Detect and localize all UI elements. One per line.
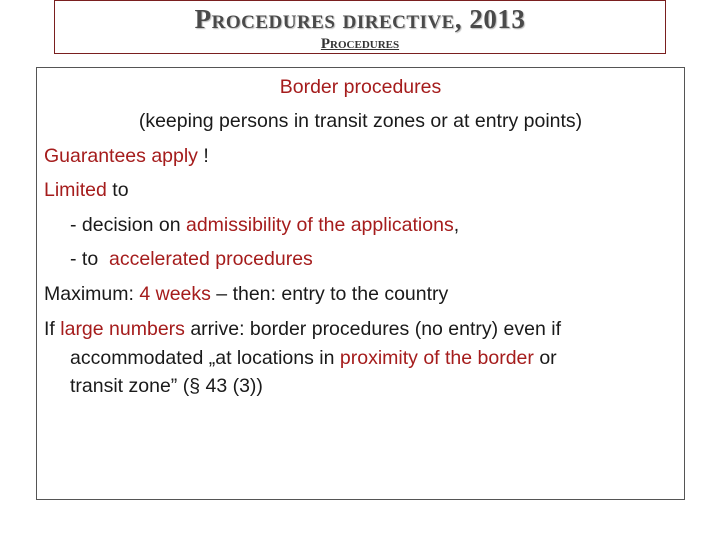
maximum-highlight: 4 weeks — [139, 283, 211, 305]
guarantees-highlight: Guarantees apply — [44, 145, 198, 167]
accelerated-highlight: accelerated procedures — [109, 248, 313, 270]
slide-title: Procedures directive, 2013 — [194, 4, 526, 34]
limited-rest: to — [106, 179, 129, 201]
content-heading: Border procedures — [279, 76, 442, 98]
transit-zone-line: transit zone” (§ 43 (3)) — [70, 375, 263, 397]
title-box — [54, 0, 666, 54]
guarantees-line — [44, 142, 209, 170]
limited-highlight: Limited — [44, 179, 107, 201]
content-box — [36, 67, 685, 500]
maximum-rest: – then: entry to the country — [210, 283, 449, 305]
proximity-pre: accommodated „at locations in — [70, 347, 340, 369]
admissibility-rest: , — [453, 214, 460, 236]
proximity-line — [70, 344, 557, 372]
guarantees-rest: ! — [197, 145, 209, 167]
slide-subtitle: Procedures — [320, 36, 400, 52]
admissibility-highlight: admissibility of the applications — [185, 214, 454, 236]
content-subheading: (keeping persons in transit zones or at entry points) — [138, 110, 583, 132]
maximum-line — [44, 280, 448, 308]
proximity-highlight: proximity of the border — [339, 347, 534, 369]
proximity-rest: or — [533, 347, 557, 369]
accelerated-line — [70, 245, 313, 273]
large-numbers-pre: If — [44, 318, 61, 340]
large-numbers-line — [44, 315, 561, 343]
large-numbers-highlight: large numbers — [60, 318, 185, 340]
maximum-pre: Maximum: — [44, 283, 140, 305]
admissibility-pre: - decision on — [70, 214, 186, 236]
admissibility-line — [70, 211, 459, 239]
limited-line — [44, 176, 129, 204]
accelerated-pre: - to — [70, 248, 110, 270]
large-numbers-rest: arrive: border procedures (no entry) even if — [184, 318, 562, 340]
